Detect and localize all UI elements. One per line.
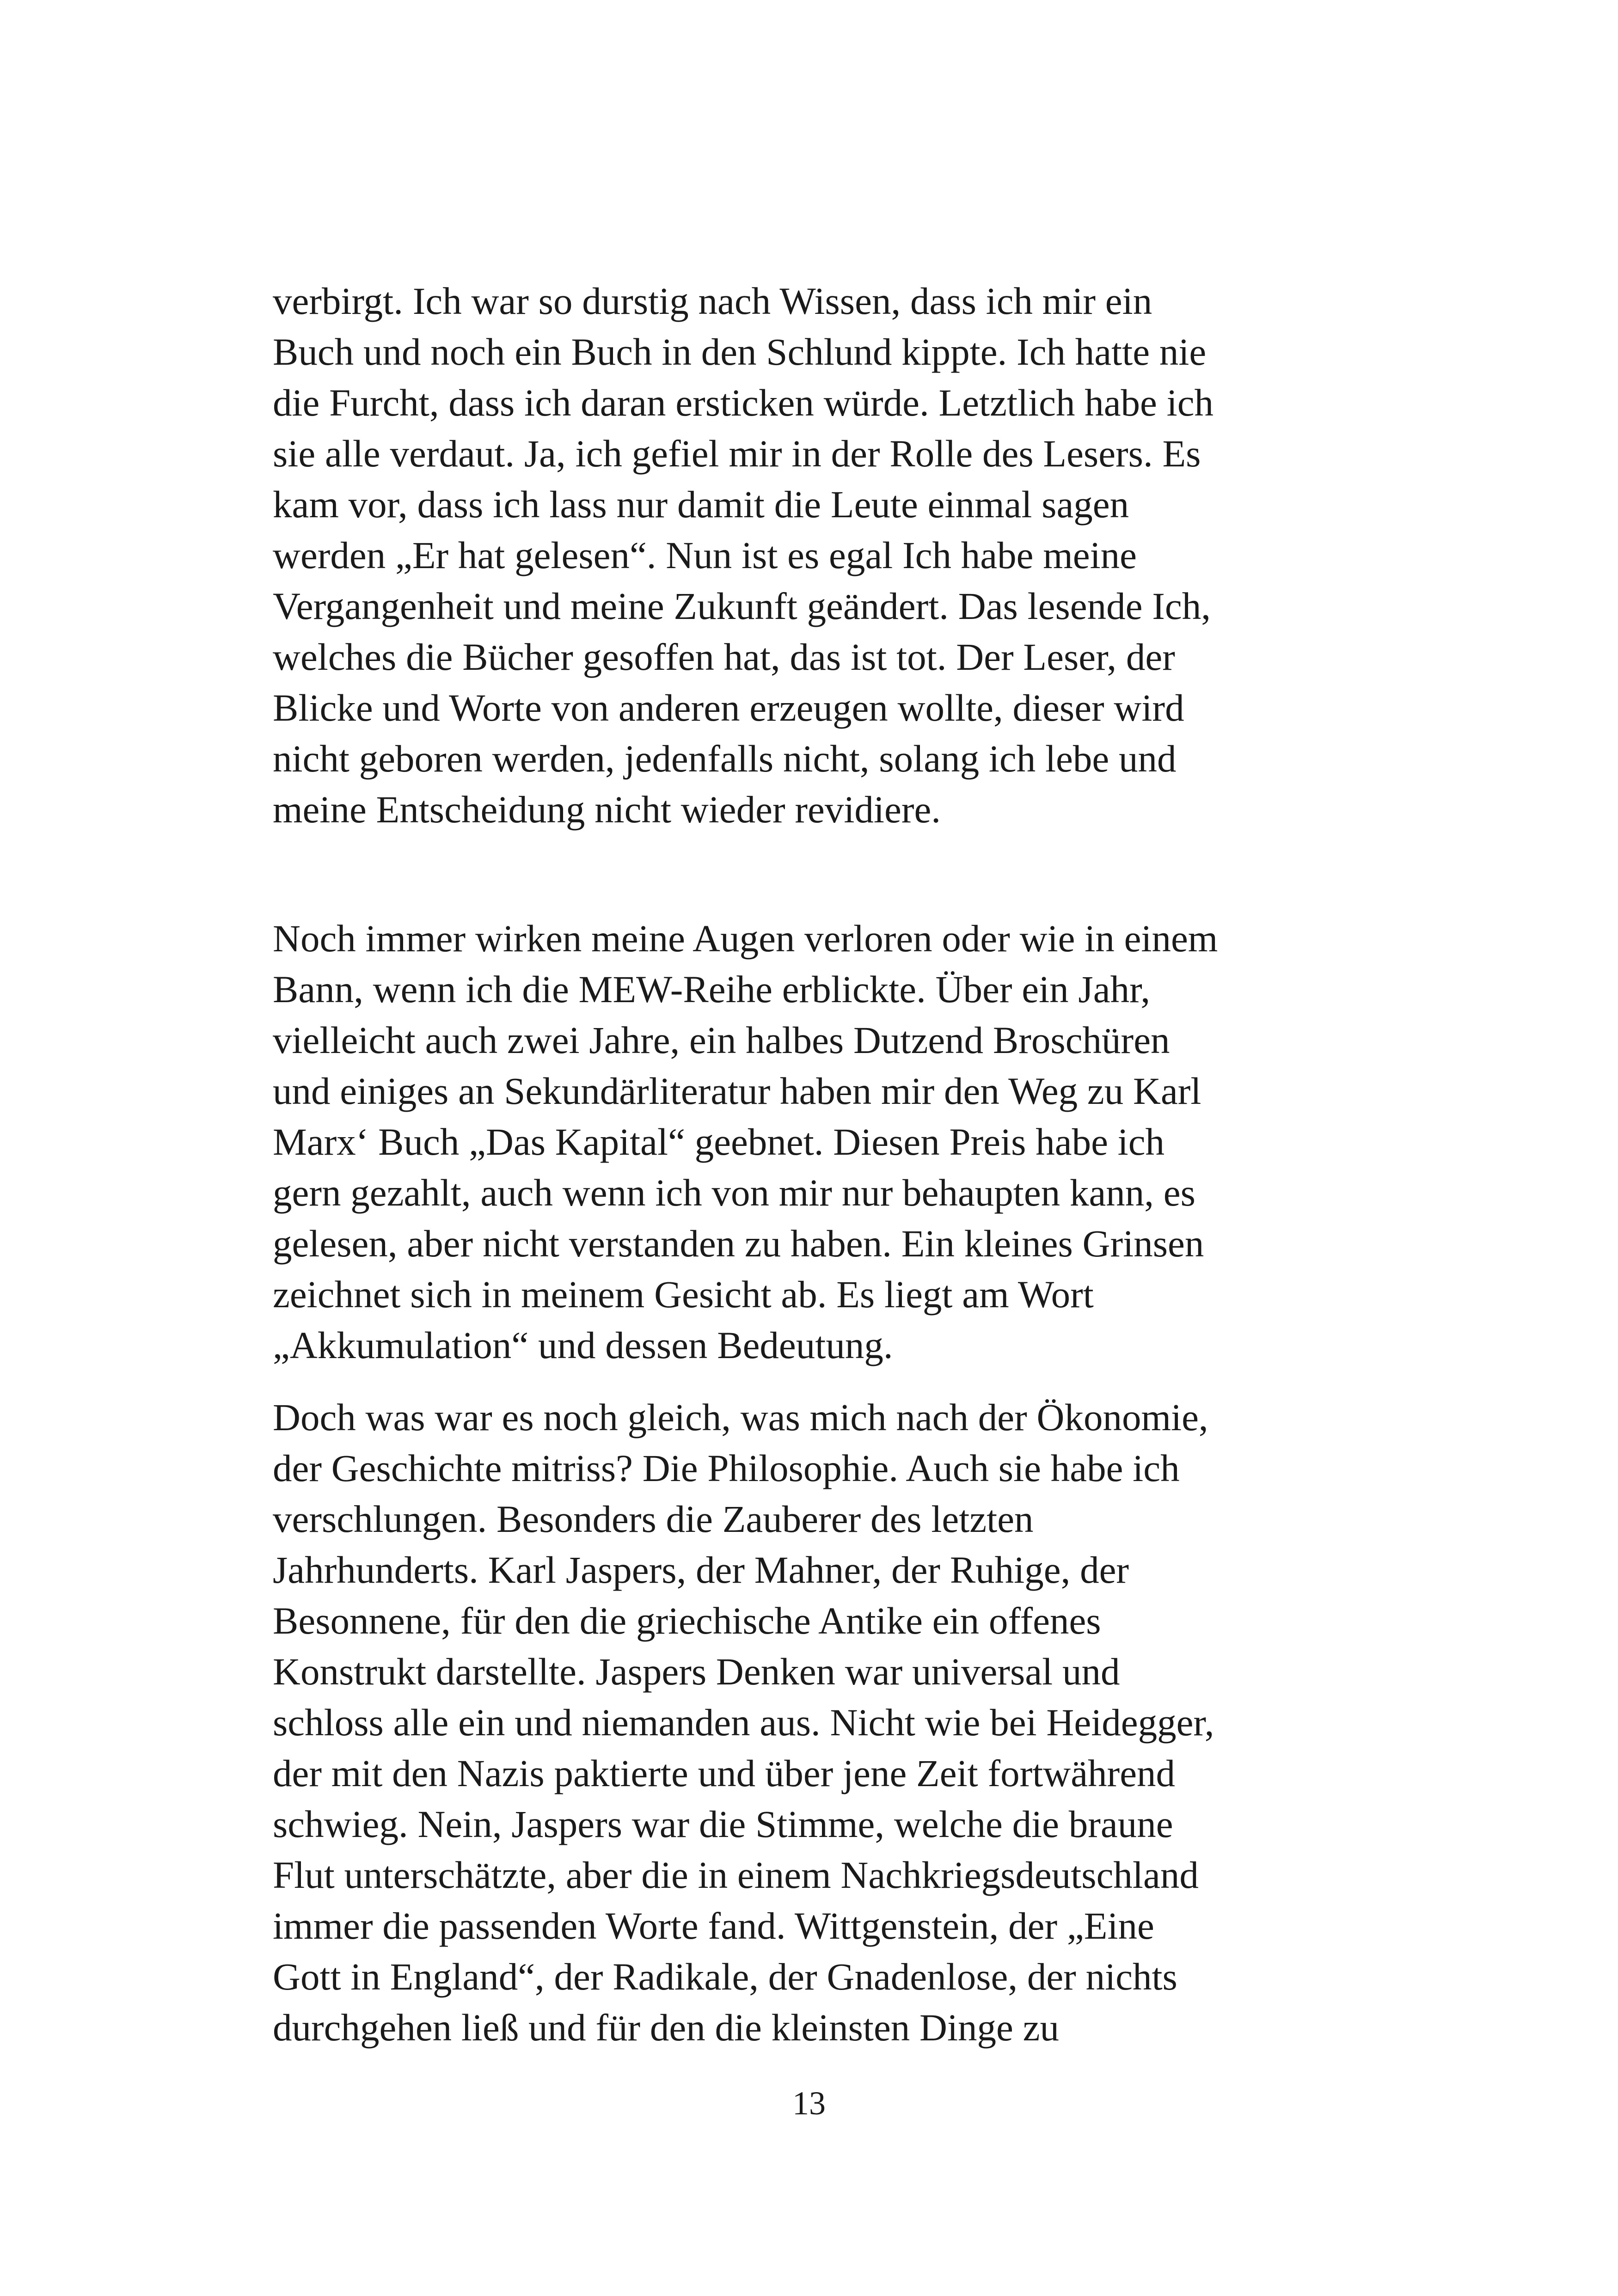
text-line: Vergangenheit und meine Zukunft geändert. Das lesende Ich, <box>273 585 1211 627</box>
text-line: welches die Bücher gesoffen hat, das ist tot. Der Leser, der <box>273 636 1175 678</box>
text-line: schwieg. Nein, Jaspers war die Stimme, welche die braune <box>273 1803 1173 1845</box>
text-line: Blicke und Worte von anderen erzeugen wollte, dieser wird <box>273 686 1184 729</box>
text-line: meine Entscheidung nicht wieder revidiere. <box>273 788 941 831</box>
text-line: vielleicht auch zwei Jahre, ein halbes Dutzend Broschüren <box>273 1019 1170 1061</box>
text-line: werden „Er hat gelesen“. Nun ist es egal Ich habe meine <box>273 534 1137 576</box>
paragraph-2 <box>273 913 1359 1371</box>
text-line: durchgehen ließ und für den die kleinsten Dinge zu <box>273 2006 1059 2049</box>
text-line: Noch immer wirken meine Augen verloren oder wie in einem <box>273 917 1218 960</box>
text-line: gern gezahlt, auch wenn ich von mir nur behaupten kann, es <box>273 1171 1195 1214</box>
text-line: Konstrukt darstellte. Jaspers Denken war universal und <box>273 1650 1120 1693</box>
text-line: Doch was war es noch gleich, was mich nach der Ökonomie, <box>273 1396 1208 1439</box>
text-line: der mit den Nazis paktierte und über jene Zeit fortwährend <box>273 1752 1176 1794</box>
text-line: „Akkumulation“ und dessen Bedeutung. <box>273 1324 893 1366</box>
text-line: verbirgt. Ich war so durstig nach Wissen, dass ich mir ein <box>273 280 1152 322</box>
text-line: die Furcht, dass ich daran ersticken würde. Letztlich habe ich <box>273 381 1214 424</box>
text-line: gelesen, aber nicht verstanden zu haben. Ein kleines Grinsen <box>273 1222 1204 1265</box>
text-line: zeichnet sich in meinem Gesicht ab. Es liegt am Wort <box>273 1273 1094 1316</box>
text-line: Besonnene, für den die griechische Antike ein offenes <box>273 1599 1101 1642</box>
text-line: der Geschichte mitriss? Die Philosophie. Auch sie habe ich <box>273 1447 1180 1489</box>
text-line: schloss alle ein und niemanden aus. Nicht wie bei Heidegger, <box>273 1701 1214 1744</box>
text-line: Jahrhunderts. Karl Jaspers, der Mahner, der Ruhige, der <box>273 1549 1129 1591</box>
text-line: kam vor, dass ich lass nur damit die Leute einmal sagen <box>273 483 1129 526</box>
text-line: Gott in England“, der Radikale, der Gnadenlose, der nichts <box>273 1955 1177 1998</box>
text-line: Flut unterschätzte, aber die in einem Nachkriegsdeutschland <box>273 1854 1199 1896</box>
text-line: Bann, wenn ich die MEW-Reihe erblickte. Über ein Jahr, <box>273 968 1151 1010</box>
text-line: Marx‘ Buch „Das Kapital“ geebnet. Diesen Preis habe ich <box>273 1120 1165 1163</box>
text-line: immer die passenden Worte fand. Wittgenstein, der „Eine <box>273 1904 1154 1947</box>
text-line: sie alle verdaut. Ja, ich gefiel mir in der Rolle des Lesers. Es <box>273 432 1201 475</box>
page-number: 13 <box>792 2085 826 2122</box>
paragraph-3 <box>273 1392 1359 2053</box>
text-line: Buch und noch ein Buch in den Schlund kippte. Ich hatte nie <box>273 331 1207 373</box>
text-line: und einiges an Sekundärliteratur haben mir den Weg zu Karl <box>273 1070 1201 1112</box>
text-line: nicht geboren werden, jedenfalls nicht, solang ich lebe und <box>273 737 1177 780</box>
paragraph-1 <box>273 276 1359 835</box>
text-line: verschlungen. Besonders die Zauberer des letzten <box>273 1498 1034 1540</box>
